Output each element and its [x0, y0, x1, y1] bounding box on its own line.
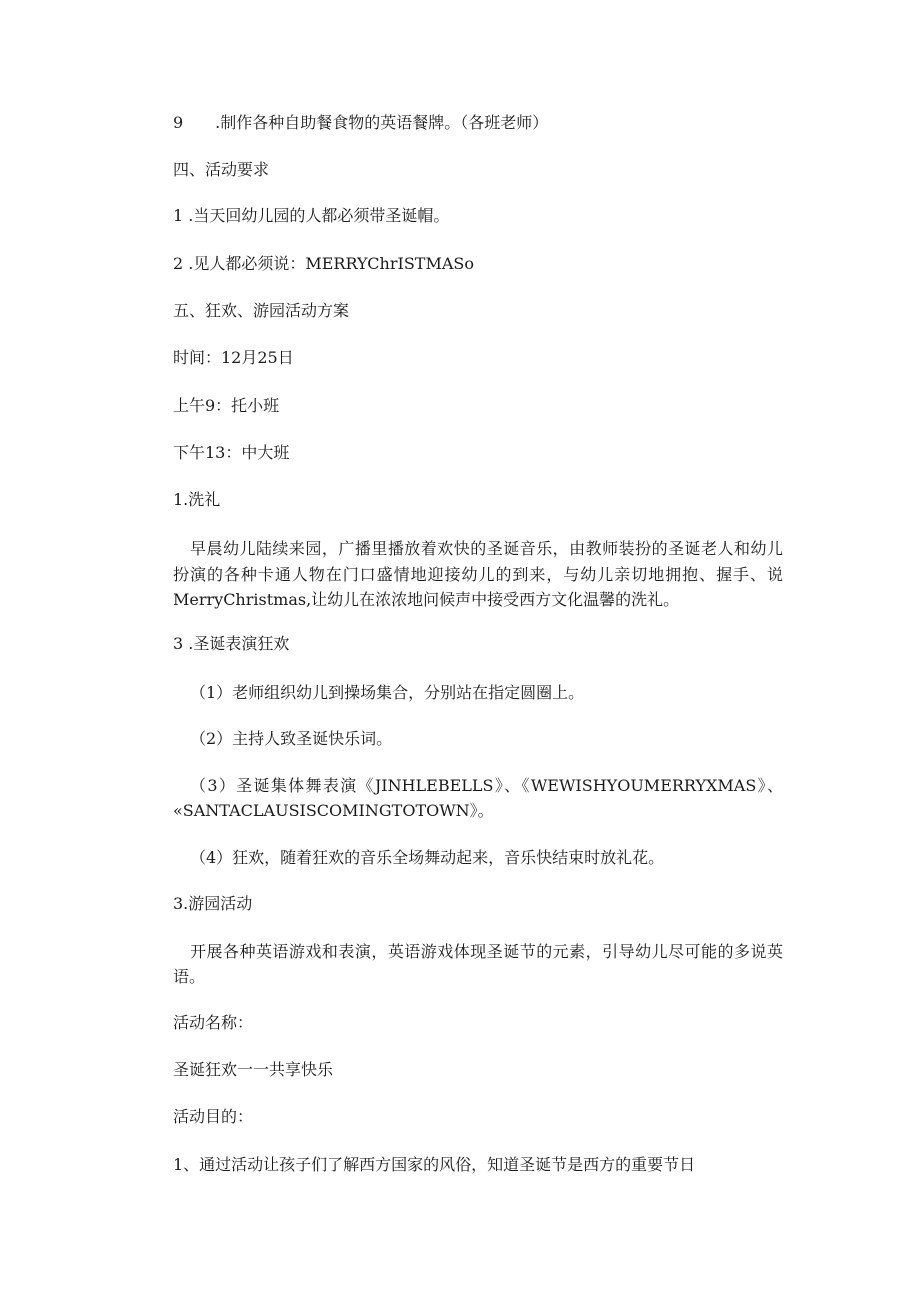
subheading-baptism: 1.洗礼	[173, 490, 221, 509]
performance-step-4: （4）狂欢，随着狂欢的音乐全场舞动起来，音乐快结束时放礼花。	[190, 848, 665, 867]
requirement-item-2: 2 .见人都必须说：MERRYChrISTMASo	[173, 254, 474, 273]
performance-step-3: （3）圣诞集体舞表演《JINHLEBELLS》、《WEWISHYOUMERRYXMAS》、	[190, 776, 783, 795]
subheading-performance: 3 .圣诞表演狂欢	[173, 634, 290, 653]
subheading-garden-activity: 3.游园活动	[173, 894, 253, 913]
paragraph-garden-line-1: 开展各种英语游戏和表演，英语游戏体现圣诞节的元素，引导幼儿尽可能的多说英	[190, 942, 783, 961]
paragraph-baptism-line-2: 扮演的各种卡通人物在门口盛情地迎接幼儿的到来，与幼儿亲切地拥抱、握手、说	[173, 565, 783, 584]
section-heading-carnival-plan: 五、狂欢、游园活动方案	[173, 301, 350, 320]
schedule-afternoon: 下午13：中大班	[173, 443, 290, 462]
list-item-9: 9 .制作各种自助餐食物的英语餐牌。（各班老师）	[173, 113, 549, 132]
performance-step-3-continued: «SANTACLAUSISCOMINGTOTOWN》。	[173, 801, 494, 820]
performance-step-1: （1）老师组织幼儿到操场集合，分别站在指定圆圈上。	[190, 683, 585, 702]
label-activity-name: 活动名称：	[173, 1013, 254, 1032]
paragraph-baptism-line-1: 早晨幼儿陆续来园，广播里播放着欢快的圣诞音乐，由教师装扮的圣诞老人和幼儿	[190, 539, 783, 558]
schedule-morning: 上午9：托小班	[173, 396, 280, 415]
requirement-item-1: 1 .当天回幼儿园的人都必须带圣诞帽。	[173, 206, 450, 225]
activity-name-value: 圣诞狂欢一一共享快乐	[173, 1060, 334, 1079]
paragraph-garden-line-2: 语。	[173, 967, 206, 986]
label-activity-purpose: 活动目的：	[173, 1107, 254, 1126]
section-heading-requirements: 四、活动要求	[173, 160, 270, 179]
performance-step-2: （2）主持人致圣诞快乐词。	[190, 729, 393, 748]
schedule-date: 时间：12月25日	[173, 348, 294, 367]
purpose-item-1: 1、通过活动让孩子们了解西方国家的风俗，知道圣诞节是西方的重要节日	[173, 1155, 696, 1174]
paragraph-baptism-line-3: MerryChristmas,让幼儿在浓浓地问候声中接受西方文化温馨的洗礼。	[173, 590, 680, 609]
